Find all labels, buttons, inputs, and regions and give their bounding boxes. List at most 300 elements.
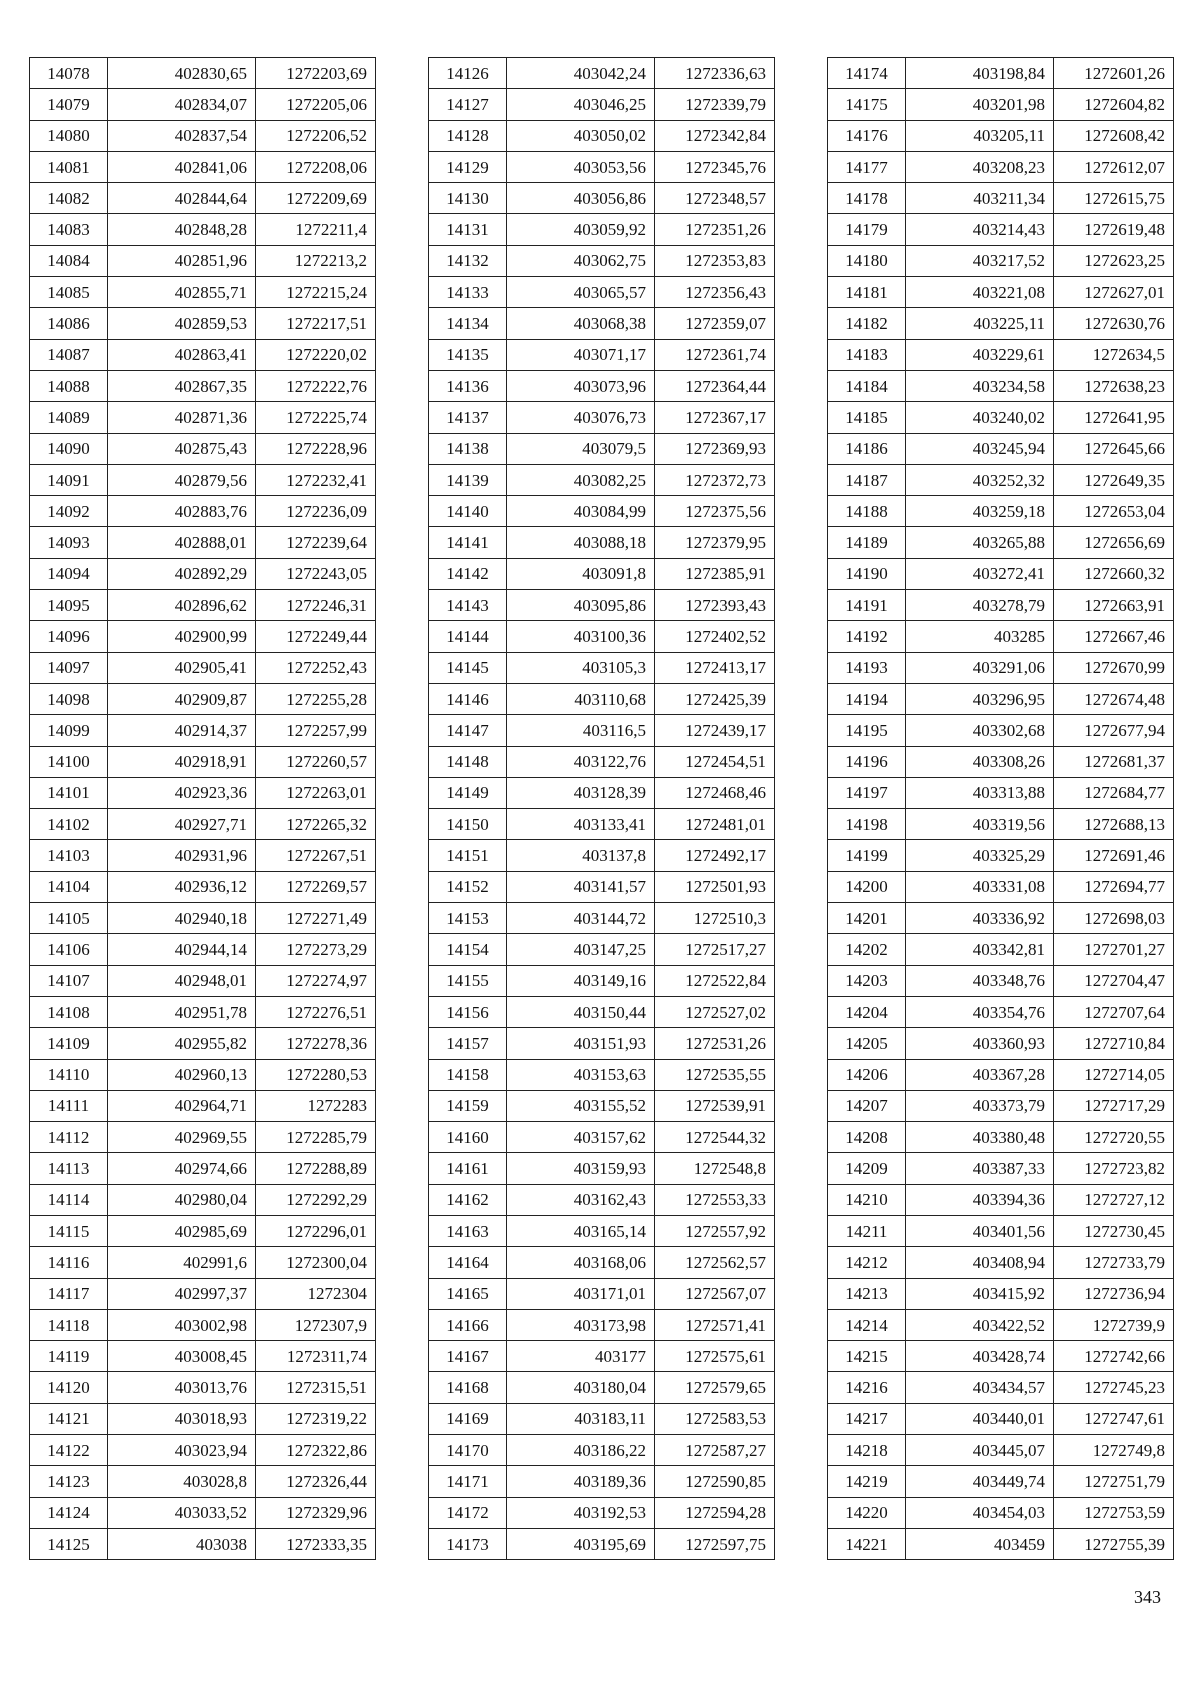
x-coordinate-cell: 402896,62 [108, 590, 256, 621]
x-coordinate-cell: 403214,43 [906, 214, 1054, 245]
y-coordinate-cell: 1272333,35 [256, 1528, 376, 1559]
x-coordinate-cell: 403059,92 [507, 214, 655, 245]
table-row [30, 308, 376, 339]
y-coordinate-cell: 1272674,48 [1054, 683, 1174, 714]
table-row [429, 339, 775, 370]
table-row [828, 840, 1174, 871]
y-coordinate-cell: 1272694,77 [1054, 871, 1174, 902]
y-coordinate-cell: 1272236,09 [256, 496, 376, 527]
x-coordinate-cell: 403325,29 [906, 840, 1054, 871]
y-coordinate-cell: 1272300,04 [256, 1247, 376, 1278]
table-row [30, 527, 376, 558]
x-coordinate-cell: 403454,03 [906, 1497, 1054, 1528]
x-coordinate-cell: 403408,94 [906, 1247, 1054, 1278]
table-row [429, 590, 775, 621]
y-coordinate-cell: 1272225,74 [256, 402, 376, 433]
table-row [429, 558, 775, 589]
table-row [30, 1466, 376, 1497]
x-coordinate-cell: 403225,11 [906, 308, 1054, 339]
x-coordinate-cell: 402871,36 [108, 402, 256, 433]
x-coordinate-cell: 403053,56 [507, 151, 655, 182]
point-id-cell: 14141 [429, 527, 507, 558]
y-coordinate-cell: 1272501,93 [655, 871, 775, 902]
y-coordinate-cell: 1272205,06 [256, 89, 376, 120]
table-row [828, 903, 1174, 934]
x-coordinate-cell: 402955,82 [108, 1028, 256, 1059]
x-coordinate-cell: 403422,52 [906, 1309, 1054, 1340]
y-coordinate-cell: 1272283 [256, 1090, 376, 1121]
point-id-cell: 14190 [828, 558, 906, 589]
point-id-cell: 14129 [429, 151, 507, 182]
x-coordinate-cell: 403183,11 [507, 1403, 655, 1434]
table-row [30, 151, 376, 182]
table-row [30, 1435, 376, 1466]
table-row [429, 245, 775, 276]
y-coordinate-cell: 1272733,79 [1054, 1247, 1174, 1278]
y-coordinate-cell: 1272273,29 [256, 934, 376, 965]
y-coordinate-cell: 1272263,01 [256, 777, 376, 808]
table-row [828, 996, 1174, 1027]
x-coordinate-cell: 402848,28 [108, 214, 256, 245]
y-coordinate-cell: 1272269,57 [256, 871, 376, 902]
point-id-cell: 14192 [828, 621, 906, 652]
table-row [30, 621, 376, 652]
table-row [828, 809, 1174, 840]
y-coordinate-cell: 1272548,8 [655, 1153, 775, 1184]
point-id-cell: 14109 [30, 1028, 108, 1059]
table-row [429, 934, 775, 965]
y-coordinate-cell: 1272627,01 [1054, 277, 1174, 308]
y-coordinate-cell: 1272601,26 [1054, 58, 1174, 89]
point-id-cell: 14138 [429, 433, 507, 464]
y-coordinate-cell: 1272213,2 [256, 245, 376, 276]
y-coordinate-cell: 1272319,22 [256, 1403, 376, 1434]
x-coordinate-cell: 403440,01 [906, 1403, 1054, 1434]
page-number: 343 [1134, 1587, 1161, 1607]
y-coordinate-cell: 1272239,64 [256, 527, 376, 558]
point-id-cell: 14143 [429, 590, 507, 621]
y-coordinate-cell: 1272553,33 [655, 1184, 775, 1215]
y-coordinate-cell: 1272698,03 [1054, 903, 1174, 934]
table-row [429, 683, 775, 714]
x-coordinate-cell: 402964,71 [108, 1090, 256, 1121]
table-row [828, 1435, 1174, 1466]
point-id-cell: 14130 [429, 183, 507, 214]
point-id-cell: 14198 [828, 809, 906, 840]
point-id-cell: 14140 [429, 496, 507, 527]
x-coordinate-cell: 403331,08 [906, 871, 1054, 902]
table-row [429, 58, 775, 89]
point-id-cell: 14178 [828, 183, 906, 214]
table-row [429, 621, 775, 652]
point-id-cell: 14146 [429, 683, 507, 714]
table-row [828, 1309, 1174, 1340]
table-row [30, 1028, 376, 1059]
point-id-cell: 14177 [828, 151, 906, 182]
table-row [828, 214, 1174, 245]
table-row [828, 683, 1174, 714]
x-coordinate-cell: 403095,86 [507, 590, 655, 621]
table-row [828, 777, 1174, 808]
y-coordinate-cell: 1272252,43 [256, 652, 376, 683]
table-row [429, 1497, 775, 1528]
table-row [828, 496, 1174, 527]
y-coordinate-cell: 1272663,91 [1054, 590, 1174, 621]
table-row [828, 308, 1174, 339]
table-row [429, 120, 775, 151]
table-row [828, 1153, 1174, 1184]
y-coordinate-cell: 1272393,43 [655, 590, 775, 621]
x-coordinate-cell: 402991,6 [108, 1247, 256, 1278]
point-id-cell: 14169 [429, 1403, 507, 1434]
point-id-cell: 14191 [828, 590, 906, 621]
table-row [30, 1122, 376, 1153]
x-coordinate-cell: 402951,78 [108, 996, 256, 1027]
x-coordinate-cell: 403105,3 [507, 652, 655, 683]
x-coordinate-cell: 403302,68 [906, 715, 1054, 746]
x-coordinate-cell: 403401,56 [906, 1215, 1054, 1246]
point-id-cell: 14104 [30, 871, 108, 902]
x-coordinate-cell: 402867,35 [108, 370, 256, 401]
table-row [30, 903, 376, 934]
point-id-cell: 14214 [828, 1309, 906, 1340]
x-coordinate-cell: 403291,06 [906, 652, 1054, 683]
table-row [828, 58, 1174, 89]
x-coordinate-cell: 403168,06 [507, 1247, 655, 1278]
point-id-cell: 14170 [429, 1435, 507, 1466]
point-id-cell: 14151 [429, 840, 507, 871]
table-row [30, 1215, 376, 1246]
table-row [429, 183, 775, 214]
x-coordinate-cell: 403149,16 [507, 965, 655, 996]
table-row [30, 965, 376, 996]
point-id-cell: 14120 [30, 1372, 108, 1403]
table-row [828, 89, 1174, 120]
point-id-cell: 14078 [30, 58, 108, 89]
table-row [429, 1184, 775, 1215]
y-coordinate-cell: 1272707,64 [1054, 996, 1174, 1027]
x-coordinate-cell: 403091,8 [507, 558, 655, 589]
y-coordinate-cell: 1272208,06 [256, 151, 376, 182]
y-coordinate-cell: 1272714,05 [1054, 1059, 1174, 1090]
table-row [429, 1466, 775, 1497]
x-coordinate-cell: 402918,91 [108, 746, 256, 777]
point-id-cell: 14220 [828, 1497, 906, 1528]
y-coordinate-cell: 1272356,43 [655, 277, 775, 308]
table-row [828, 120, 1174, 151]
y-coordinate-cell: 1272747,61 [1054, 1403, 1174, 1434]
point-id-cell: 14184 [828, 370, 906, 401]
x-coordinate-cell: 403144,72 [507, 903, 655, 934]
x-coordinate-cell: 403229,61 [906, 339, 1054, 370]
y-coordinate-cell: 1272557,92 [655, 1215, 775, 1246]
y-coordinate-cell: 1272604,82 [1054, 89, 1174, 120]
y-coordinate-cell: 1272367,17 [655, 402, 775, 433]
table-row [429, 1528, 775, 1559]
x-coordinate-cell: 403428,74 [906, 1341, 1054, 1372]
point-id-cell: 14181 [828, 277, 906, 308]
y-coordinate-cell: 1272304 [256, 1278, 376, 1309]
point-id-cell: 14095 [30, 590, 108, 621]
x-coordinate-cell: 403173,98 [507, 1309, 655, 1340]
table-row [828, 1028, 1174, 1059]
point-id-cell: 14189 [828, 527, 906, 558]
x-coordinate-cell: 402944,14 [108, 934, 256, 965]
table-row [30, 558, 376, 589]
point-id-cell: 14108 [30, 996, 108, 1027]
x-coordinate-cell: 403155,52 [507, 1090, 655, 1121]
point-id-cell: 14110 [30, 1059, 108, 1090]
y-coordinate-cell: 1272677,94 [1054, 715, 1174, 746]
point-id-cell: 14210 [828, 1184, 906, 1215]
point-id-cell: 14128 [429, 120, 507, 151]
table-row [828, 1372, 1174, 1403]
y-coordinate-cell: 1272215,24 [256, 277, 376, 308]
table-row [30, 464, 376, 495]
y-coordinate-cell: 1272619,48 [1054, 214, 1174, 245]
point-id-cell: 14215 [828, 1341, 906, 1372]
table-row [828, 433, 1174, 464]
table-row [30, 370, 376, 401]
point-id-cell: 14153 [429, 903, 507, 934]
point-id-cell: 14112 [30, 1122, 108, 1153]
x-coordinate-cell: 403088,18 [507, 527, 655, 558]
point-id-cell: 14150 [429, 809, 507, 840]
table-row [30, 402, 376, 433]
table-row [828, 1090, 1174, 1121]
y-coordinate-cell: 1272745,23 [1054, 1372, 1174, 1403]
x-coordinate-cell: 403319,56 [906, 809, 1054, 840]
table-row [828, 527, 1174, 558]
table-row [30, 1372, 376, 1403]
point-id-cell: 14116 [30, 1247, 108, 1278]
point-id-cell: 14172 [429, 1497, 507, 1528]
point-id-cell: 14083 [30, 214, 108, 245]
y-coordinate-cell: 1272348,57 [655, 183, 775, 214]
x-coordinate-cell: 403434,57 [906, 1372, 1054, 1403]
y-coordinate-cell: 1272369,93 [655, 433, 775, 464]
y-coordinate-cell: 1272583,53 [655, 1403, 775, 1434]
x-coordinate-cell: 402909,87 [108, 683, 256, 714]
point-id-cell: 14087 [30, 339, 108, 370]
point-id-cell: 14156 [429, 996, 507, 1027]
x-coordinate-cell: 403221,08 [906, 277, 1054, 308]
table-row [828, 183, 1174, 214]
table-row [429, 308, 775, 339]
y-coordinate-cell: 1272280,53 [256, 1059, 376, 1090]
table-row [828, 1122, 1174, 1153]
point-id-cell: 14118 [30, 1309, 108, 1340]
table-row [828, 245, 1174, 276]
table-row [429, 1059, 775, 1090]
table-row [30, 1341, 376, 1372]
table-row [429, 1403, 775, 1434]
y-coordinate-cell: 1272249,44 [256, 621, 376, 652]
point-id-cell: 14113 [30, 1153, 108, 1184]
table-row [429, 1090, 775, 1121]
y-coordinate-cell: 1272267,51 [256, 840, 376, 871]
y-coordinate-cell: 1272413,17 [655, 652, 775, 683]
y-coordinate-cell: 1272535,55 [655, 1059, 775, 1090]
point-id-cell: 14126 [429, 58, 507, 89]
table-row [429, 809, 775, 840]
y-coordinate-cell: 1272492,17 [655, 840, 775, 871]
point-id-cell: 14199 [828, 840, 906, 871]
x-coordinate-cell: 403116,5 [507, 715, 655, 746]
y-coordinate-cell: 1272379,95 [655, 527, 775, 558]
point-id-cell: 14142 [429, 558, 507, 589]
y-coordinate-cell: 1272723,82 [1054, 1153, 1174, 1184]
table-row [30, 590, 376, 621]
point-id-cell: 14099 [30, 715, 108, 746]
point-id-cell: 14209 [828, 1153, 906, 1184]
table-row [30, 809, 376, 840]
y-coordinate-cell: 1272402,52 [655, 621, 775, 652]
table-row [828, 1184, 1174, 1215]
table-row [429, 652, 775, 683]
table-row [30, 277, 376, 308]
point-id-cell: 14081 [30, 151, 108, 182]
table-row [429, 1435, 775, 1466]
table-row [30, 871, 376, 902]
point-id-cell: 14208 [828, 1122, 906, 1153]
y-coordinate-cell: 1272649,35 [1054, 464, 1174, 495]
y-coordinate-cell: 1272701,27 [1054, 934, 1174, 965]
y-coordinate-cell: 1272206,52 [256, 120, 376, 151]
point-id-cell: 14135 [429, 339, 507, 370]
table-row [30, 934, 376, 965]
point-id-cell: 14117 [30, 1278, 108, 1309]
table-row [30, 1528, 376, 1559]
point-id-cell: 14213 [828, 1278, 906, 1309]
table-row [429, 840, 775, 871]
x-coordinate-cell: 402931,96 [108, 840, 256, 871]
x-coordinate-cell: 403159,93 [507, 1153, 655, 1184]
table-row [828, 402, 1174, 433]
y-coordinate-cell: 1272727,12 [1054, 1184, 1174, 1215]
y-coordinate-cell: 1272562,57 [655, 1247, 775, 1278]
point-id-cell: 14080 [30, 120, 108, 151]
point-id-cell: 14176 [828, 120, 906, 151]
table-row [429, 527, 775, 558]
point-id-cell: 14106 [30, 934, 108, 965]
x-coordinate-cell: 403033,52 [108, 1497, 256, 1528]
table-row [828, 746, 1174, 777]
y-coordinate-cell: 1272265,32 [256, 809, 376, 840]
table-row [30, 777, 376, 808]
x-coordinate-cell: 403394,36 [906, 1184, 1054, 1215]
table-row [828, 151, 1174, 182]
y-coordinate-cell: 1272481,01 [655, 809, 775, 840]
point-id-cell: 14157 [429, 1028, 507, 1059]
table-row [429, 151, 775, 182]
x-coordinate-cell: 403252,32 [906, 464, 1054, 495]
x-coordinate-cell: 402841,06 [108, 151, 256, 182]
point-id-cell: 14147 [429, 715, 507, 746]
x-coordinate-cell: 403234,58 [906, 370, 1054, 401]
point-id-cell: 14089 [30, 402, 108, 433]
table-row [828, 652, 1174, 683]
x-coordinate-cell: 403201,98 [906, 89, 1054, 120]
y-coordinate-cell: 1272684,77 [1054, 777, 1174, 808]
y-coordinate-cell: 1272630,76 [1054, 308, 1174, 339]
point-id-cell: 14100 [30, 746, 108, 777]
table-row [828, 621, 1174, 652]
y-coordinate-cell: 1272278,36 [256, 1028, 376, 1059]
table-row [30, 1059, 376, 1090]
y-coordinate-cell: 1272539,91 [655, 1090, 775, 1121]
x-coordinate-cell: 403171,01 [507, 1278, 655, 1309]
table-row [429, 370, 775, 401]
y-coordinate-cell: 1272326,44 [256, 1466, 376, 1497]
table-row [429, 746, 775, 777]
table-row [828, 590, 1174, 621]
table-row [429, 433, 775, 464]
x-coordinate-cell: 403186,22 [507, 1435, 655, 1466]
table-row [429, 1309, 775, 1340]
point-id-cell: 14139 [429, 464, 507, 495]
point-id-cell: 14149 [429, 777, 507, 808]
point-id-cell: 14168 [429, 1372, 507, 1403]
x-coordinate-cell: 403313,88 [906, 777, 1054, 808]
table-row [30, 840, 376, 871]
point-id-cell: 14174 [828, 58, 906, 89]
x-coordinate-cell: 402960,13 [108, 1059, 256, 1090]
point-id-cell: 14122 [30, 1435, 108, 1466]
x-coordinate-cell: 403042,24 [507, 58, 655, 89]
point-id-cell: 14166 [429, 1309, 507, 1340]
table-row [30, 245, 376, 276]
x-coordinate-cell: 403062,75 [507, 245, 655, 276]
y-coordinate-cell: 1272425,39 [655, 683, 775, 714]
x-coordinate-cell: 403189,36 [507, 1466, 655, 1497]
point-id-cell: 14216 [828, 1372, 906, 1403]
x-coordinate-cell: 403079,5 [507, 433, 655, 464]
y-coordinate-cell: 1272364,44 [655, 370, 775, 401]
point-id-cell: 14145 [429, 652, 507, 683]
y-coordinate-cell: 1272209,69 [256, 183, 376, 214]
y-coordinate-cell: 1272203,69 [256, 58, 376, 89]
y-coordinate-cell: 1272322,86 [256, 1435, 376, 1466]
y-coordinate-cell: 1272336,63 [655, 58, 775, 89]
y-coordinate-cell: 1272454,51 [655, 746, 775, 777]
x-coordinate-cell: 402997,37 [108, 1278, 256, 1309]
y-coordinate-cell: 1272292,29 [256, 1184, 376, 1215]
y-coordinate-cell: 1272517,27 [655, 934, 775, 965]
x-coordinate-cell: 403023,94 [108, 1435, 256, 1466]
x-coordinate-cell: 403147,25 [507, 934, 655, 965]
x-coordinate-cell: 402863,41 [108, 339, 256, 370]
point-id-cell: 14161 [429, 1153, 507, 1184]
x-coordinate-cell: 403211,34 [906, 183, 1054, 214]
x-coordinate-cell: 403084,99 [507, 496, 655, 527]
x-coordinate-cell: 403192,53 [507, 1497, 655, 1528]
x-coordinate-cell: 403180,04 [507, 1372, 655, 1403]
point-id-cell: 14158 [429, 1059, 507, 1090]
y-coordinate-cell: 1272688,13 [1054, 809, 1174, 840]
point-id-cell: 14195 [828, 715, 906, 746]
table-row [828, 339, 1174, 370]
table-row [30, 1247, 376, 1278]
point-id-cell: 14119 [30, 1341, 108, 1372]
x-coordinate-cell: 402851,96 [108, 245, 256, 276]
x-coordinate-cell: 402974,66 [108, 1153, 256, 1184]
x-coordinate-cell: 402875,43 [108, 433, 256, 464]
x-coordinate-cell: 403065,57 [507, 277, 655, 308]
point-id-cell: 14148 [429, 746, 507, 777]
y-coordinate-cell: 1272670,99 [1054, 652, 1174, 683]
y-coordinate-cell: 1272656,69 [1054, 527, 1174, 558]
